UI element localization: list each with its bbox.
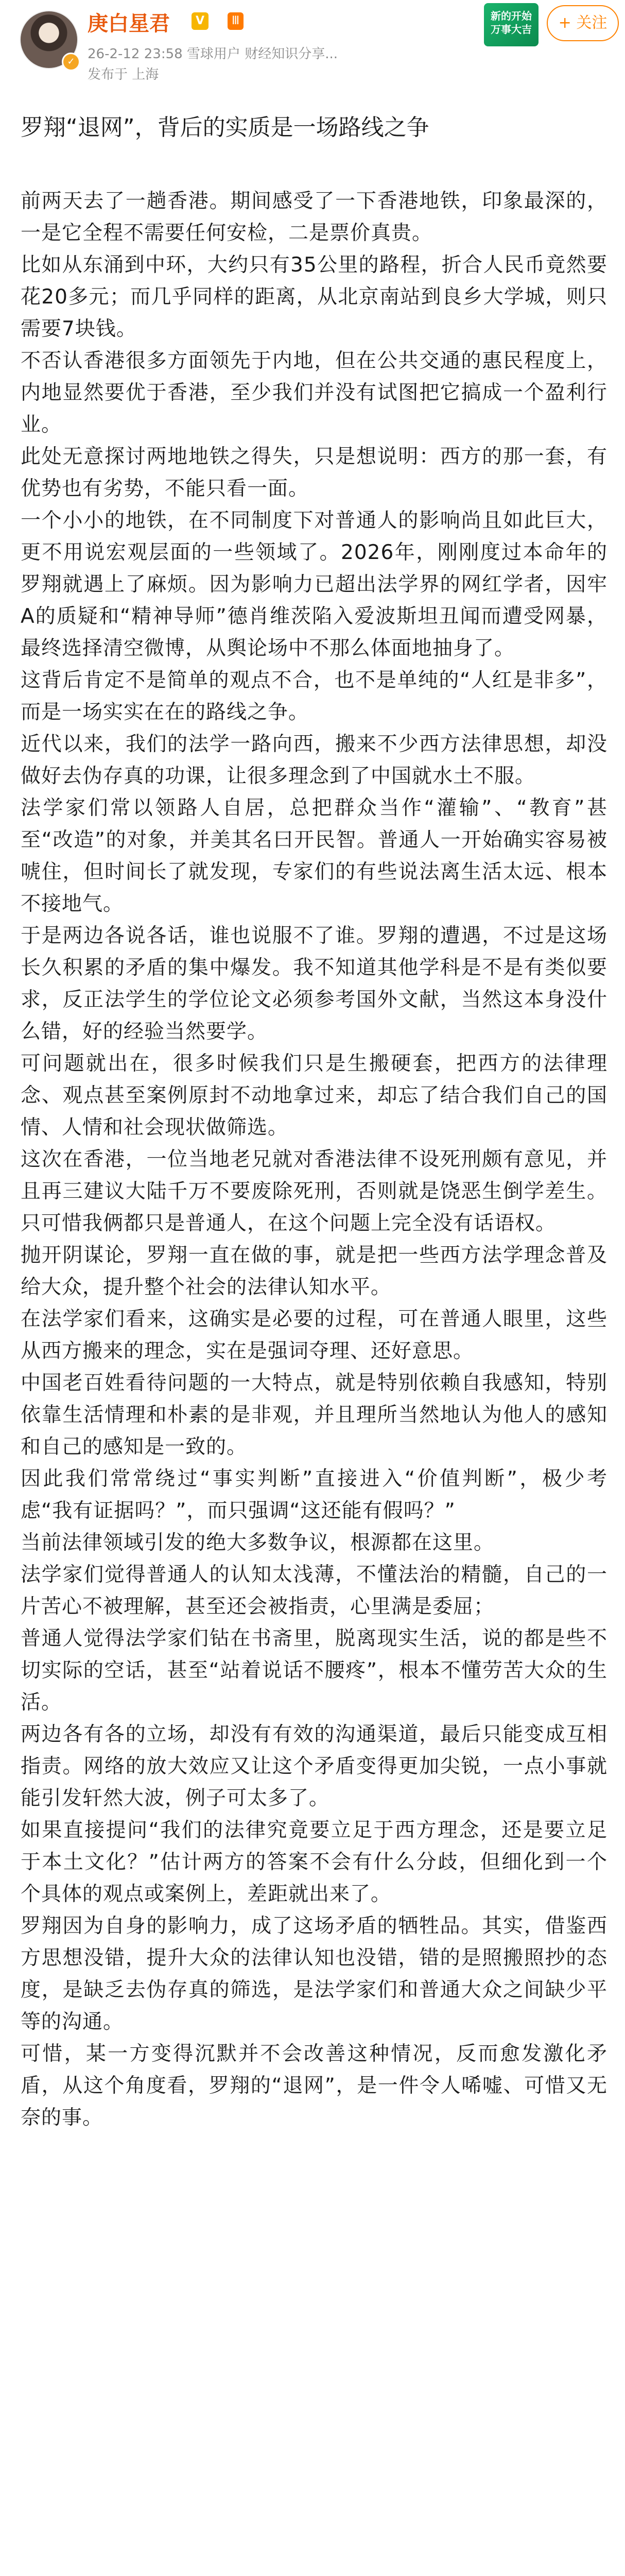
paragraph: 两边各有各的立场，却没有有效的沟通渠道，最后只能变成互相指责。网络的放大效应又让这个矛盾变得更加尖锐，一点小事就能引发轩然大波，例子可太多了。 — [21, 1723, 607, 1810]
paragraph: 法学家们常以领路人自居，总把群众当作“灌输”、“教育”甚至“改造”的对象，并美其名曰开民智。普通人一开始确实容易被唬住，但时间长了就发现，专家们的有些说法离生活太远、根本不接地气。 — [21, 796, 607, 916]
post-header — [0, 0, 625, 103]
verified-badge-icon: ✓ — [62, 53, 80, 71]
paragraph: 法学家们觉得普通人的认知太浅薄，不懂法治的精髓，自己的一片苦心不被理解，甚至还会被指责，心里满是委屈； — [21, 1563, 607, 1618]
promo-badge[interactable]: 新的开始 万事大吉 — [484, 3, 539, 46]
paragraph: 因此我们常常绕过“事实判断”直接进入“价值判断”，极少考虑“我有证据吗？”，而只强调“这还能有假吗？” — [21, 1467, 607, 1522]
paragraph: 这次在香港，一位当地老兄就对香港法律不设死刑颇有意见，并且再三建议大陆千万不要废除死刑，否则就是饶恶生倒学差生。只可惜我俩都只是普通人，在这个问题上完全没有话语权。 — [21, 1148, 607, 1235]
paragraph: 近代以来，我们的法学一路向西，搬来不少西方法律思想，却没做好去伪存真的功课，让很多理念到了中国就水土不服。 — [21, 733, 607, 788]
paragraph: 中国老百姓看待问题的一大特点，就是特别依赖自我感知，特别依靠生活情理和朴素的是非观，并且理所当然地认为他人的感知和自己的感知是一致的。 — [21, 1371, 607, 1459]
post-title: 罗翔“退网”，背后的实质是一场路线之争 — [21, 114, 429, 141]
level-badge: Ⅲ — [228, 12, 244, 30]
paragraph: 一个小小的地铁，在不同制度下对普通人的影响尚且如此巨大，更不用说宏观层面的一些领域了。2026年，刚刚度过本命年的罗翔就遇上了麻烦。因为影响力已超出法学界的网红学者，因牢A的质疑和“精神导师”德肖维茨陷入爱波斯坦丑闻而遭受网暴，最终选择清空微博，从舆论场中不那么体面地抽身了。 — [21, 509, 607, 660]
vip-badge: V — [192, 12, 209, 30]
paragraph: 普通人觉得法学家们钻在书斋里，脱离现实生活，说的都是些不切实际的空话，甚至“站着说话不腰疼”，根本不懂劳苦大众的生活。 — [21, 1627, 607, 1714]
follow-button[interactable]: + 关注 — [547, 5, 619, 41]
post-meta: 26-2-12 23:58 雪球用户 财经知识分享... — [88, 46, 338, 62]
paragraph: 这背后肯定不是简单的观点不合，也不是单纯的“人红是非多”，而是一场实实在在的路线之争。 — [21, 669, 607, 724]
paragraph: 不否认香港很多方面领先于内地，但在公共交通的惠民程度上，内地显然要优于香港，至少我们并没有试图把它搞成一个盈利行业。 — [21, 349, 607, 436]
post-location: 发布于 上海 — [88, 67, 159, 82]
paragraph: 抛开阴谋论，罗翔一直在做的事，就是把一些西方法学理念普及给大众，提升整个社会的法律认知水平。 — [21, 1244, 607, 1299]
username[interactable]: 庚白星君 — [88, 12, 170, 36]
post-body — [21, 185, 607, 2134]
paragraph: 当前法律领域引发的绝大多数争议，根源都在这里。 — [21, 1531, 495, 1554]
paragraph: 在法学家们看来，这确实是必要的过程，可在普通人眼里，这些从西方搬来的理念，实在是强词夺理、还好意思。 — [21, 1308, 607, 1363]
paragraph: 比如从东涌到中环，大约只有35公里的路程，折合人民币竟然要花20多元；而几乎同样的距离，从北京南站到良乡大学城，则只需要7块钱。 — [21, 253, 607, 341]
paragraph: 可问题就出在，很多时候我们只是生搬硬套，把西方的法律理念、观点甚至案例原封不动地拿过来，却忘了结合我们自己的国情、人情和社会现状做筛选。 — [21, 1052, 607, 1139]
paragraph: 可惜，某一方变得沉默并不会改善这种情况，反而愈发激化矛盾，从这个角度看，罗翔的“退网”，是一件令人唏嘘、可惜又无奈的事。 — [21, 2042, 607, 2129]
paragraph: 此处无意探讨两地地铁之得失，只是想说明：西方的那一套，有优势也有劣势，不能只看一面。 — [21, 445, 607, 500]
paragraph: 前两天去了一趟香港。期间感受了一下香港地铁，印象最深的，一是它全程不需要任何安检，二是票价真贵。 — [21, 190, 607, 245]
paragraph: 罗翔因为自身的影响力，成了这场矛盾的牺牲品。其实，借鉴西方思想没错，提升大众的法律认知也没错，错的是照搬照抄的态度，是缺乏去伪存真的筛选，是法学家们和普通大众之间缺少平等的沟通。 — [21, 1914, 607, 2033]
paragraph: 于是两边各说各话，谁也说服不了谁。罗翔的遭遇，不过是这场长久积累的矛盾的集中爆发。我不知道其他学科是不是有类似要求，反正法学生的学位论文必须参考国外文献，当然这本身没什么错，好的经验当然要学。 — [21, 924, 607, 1043]
paragraph: 如果直接提问“我们的法律究竟要立足于西方理念，还是要立足于本土文化？”估计两方的答案不会有什么分歧，但细化到一个个具体的观点或案例上，差距就出来了。 — [21, 1819, 607, 1906]
